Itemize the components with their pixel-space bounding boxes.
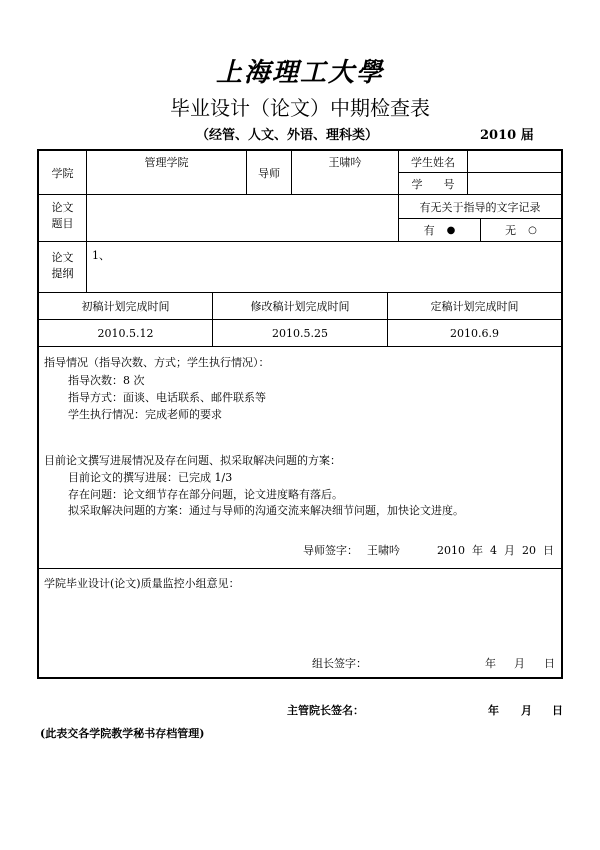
empty-circle-icon: ○	[528, 224, 537, 236]
revision-plan-header: 修改稿计划完成时间	[250, 300, 350, 313]
draft-plan-header: 初稿计划完成时间	[81, 300, 170, 313]
committee-date-month: 月	[514, 657, 525, 670]
student-id-label: 学 号	[411, 177, 455, 191]
student-id-field[interactable]	[468, 173, 561, 194]
graduation-year: 2010 届	[480, 128, 534, 143]
dean-date-day: 日	[552, 704, 563, 717]
record-no-label: 无	[505, 224, 517, 237]
leader-signature-label: 组长签字：	[312, 657, 367, 670]
committee-date-day: 日	[544, 657, 555, 670]
final-plan-date[interactable]: 2010.6.9	[450, 326, 499, 340]
record-yes-label: 有	[423, 224, 435, 237]
dean-date-year: 年	[488, 704, 499, 717]
dean-date-month: 月	[521, 704, 532, 717]
guidance-execution: 学生执行情况：完成老师的要求	[68, 408, 222, 421]
advisor-sign-date: 2010 年 4 月 20 日	[437, 544, 554, 557]
advisor-signature: 王啸吟	[367, 544, 400, 557]
guidance-method: 指导方式：面谈、电话联系、邮件联系等	[68, 391, 266, 404]
advisor-value[interactable]: 王啸吟	[328, 156, 362, 169]
advisor-signature-label: 导师签字：	[303, 544, 358, 557]
outline-field[interactable]: 1、	[92, 249, 110, 262]
draft-plan-date[interactable]: 2010.5.12	[97, 326, 154, 340]
committee-heading: 学院毕业设计(论文)质量监控小组意见：	[44, 577, 240, 590]
college-label: 学院	[51, 166, 74, 180]
university-logo: 上海理工大學	[215, 58, 384, 88]
form-title: 毕业设计（论文）中期检查表	[170, 96, 430, 120]
revision-plan-date[interactable]: 2010.5.25	[272, 326, 328, 340]
guidance-count: 指导次数：8 次	[68, 374, 145, 387]
form-subtitle: （经管、人文、外语、理科类）	[196, 128, 379, 143]
progress-solution: 拟采取解决问题的方案：通过与导师的沟通交流来解决细节问题，加快论文进度。	[68, 504, 464, 517]
student-name-field[interactable]	[468, 151, 561, 172]
outline-label: 论文 提纲	[51, 251, 74, 280]
guidance-record-question: 有无关于指导的文字记录	[419, 200, 541, 214]
committee-date-year: 年	[485, 657, 496, 670]
filled-circle-icon: ●	[446, 224, 456, 236]
thesis-title-label: 论文 题目	[51, 201, 74, 230]
student-name-label: 学生姓名	[411, 155, 455, 169]
advisor-label: 导师	[258, 166, 280, 180]
college-value[interactable]: 管理学院	[144, 156, 189, 169]
guidance-heading: 指导情况（指导次数、方式；学生执行情况）：	[44, 356, 270, 369]
progress-status: 目前论文的撰写进展：已完成 1/3	[68, 471, 233, 484]
progress-problems: 存在问题：论文细节存在部分问题，论文进度略有落后。	[68, 488, 343, 501]
dean-signature-label: 主管院长签名：	[287, 704, 364, 717]
progress-heading: 目前论文撰写进展情况及存在问题、拟采取解决问题的方案：	[44, 454, 341, 467]
record-yes-option[interactable]	[399, 219, 480, 241]
thesis-title-field[interactable]	[87, 195, 398, 241]
record-no-option[interactable]	[481, 219, 561, 241]
archive-footnote: (此表交各学院教学秘书存档管理)	[40, 727, 205, 740]
final-plan-header: 定稿计划完成时间	[430, 300, 519, 313]
